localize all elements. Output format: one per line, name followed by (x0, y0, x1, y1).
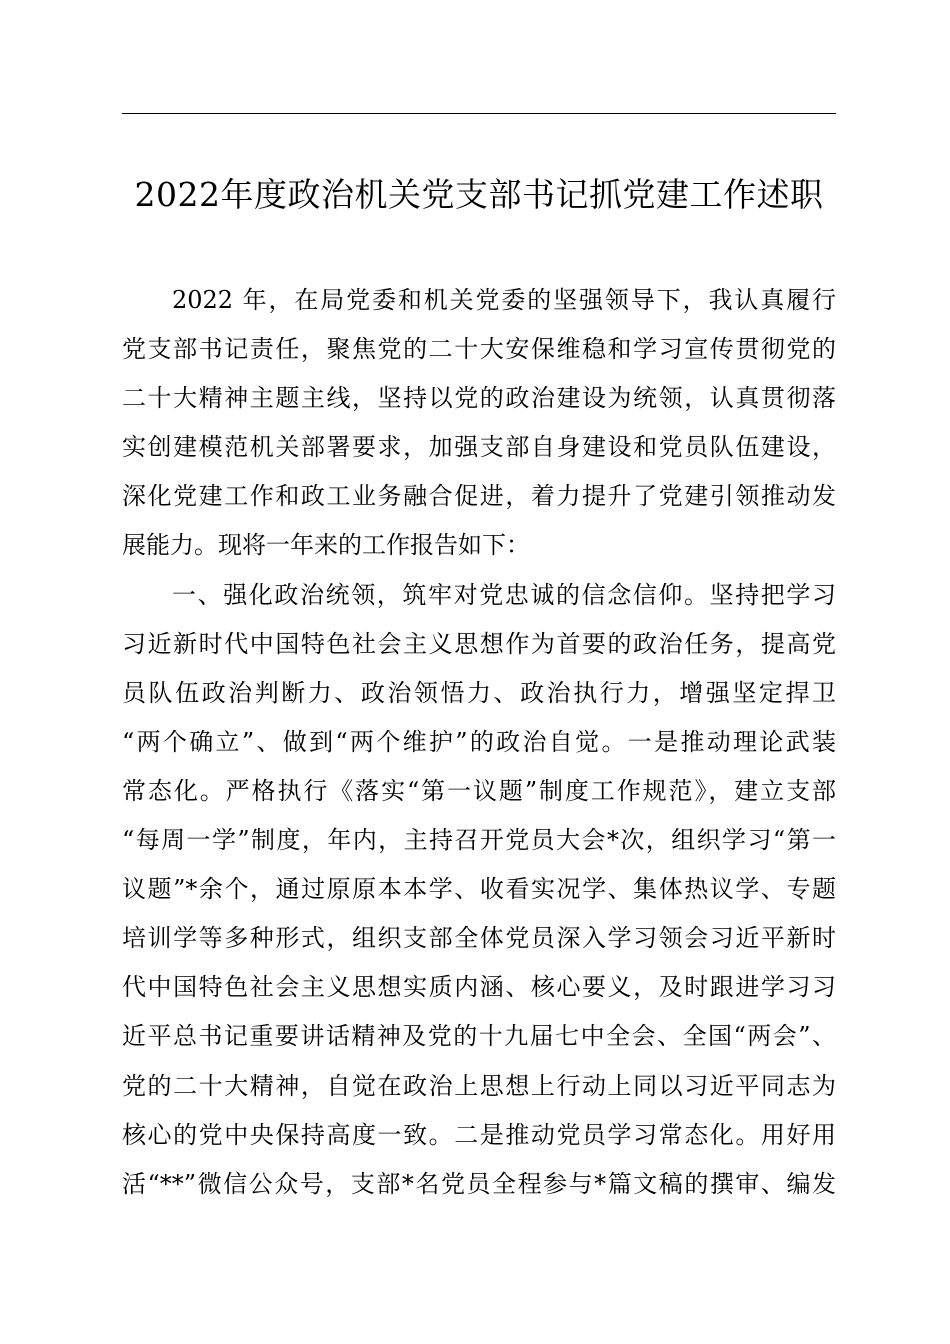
paragraph-line: 实创建模范机关部署要求，加强支部自身建设和党员队伍建设， (122, 433, 836, 462)
paragraph-line: 代中国特色社会主义思想实质内涵、核心要义，及时跟进学习习 (122, 973, 836, 1002)
paragraph-line: 深化党建工作和政工业务融合促进，着力提升了党建引领推动发 (122, 482, 836, 511)
paragraph-line: 核心的党中央保持高度一致。二是推动党员学习常态化。用好用 (122, 1120, 836, 1149)
paragraph-line: 习近新时代中国特色社会主义思想作为首要的政治任务，提高党 (122, 629, 836, 658)
document-body (122, 276, 836, 1209)
paragraph-line: 党支部书记责任，聚焦党的二十大安保维稳和学习宣传贯彻党的 (122, 335, 836, 364)
paragraph-line: 活“**”微信公众号，支部*名党员全程参与*篇文稿的撰审、编发 (122, 1169, 836, 1198)
header-rule (122, 113, 836, 114)
intro-paragraph (122, 276, 836, 571)
paragraph-line: 一、强化政治统领，筑牢对党忠诚的信念信仰。坚持把学习 (172, 580, 836, 609)
section-1-paragraph (122, 571, 836, 1209)
paragraph-line: 员队伍政治判断力、政治领悟力、政治执行力，增强坚定捍卫 (122, 678, 836, 707)
paragraph-line: “两个确立”、做到“两个维护”的政治自觉。一是推动理论武装 (122, 727, 836, 756)
paragraph-line: 2022 年，在局党委和机关党委的坚强领导下，我认真履行 (172, 286, 836, 314)
paragraph-line: 展能力。现将一年来的工作报告如下： (122, 531, 530, 560)
paragraph-line: 近平总书记重要讲话精神及党的十九届七中全会、全国“两会”、 (122, 1022, 836, 1051)
paragraph-line: “每周一学”制度，年内，主持召开党员大会*次，组织学习“第一 (122, 826, 836, 855)
document-title: 2022年度政治机关党支部书记抓党建工作述职 (134, 175, 824, 214)
paragraph-line: 培训学等多种形式，组织支部全体党员深入学习领会习近平新时 (122, 924, 836, 953)
paragraph-line: 议题”*余个，通过原原本本学、收看实况学、集体热议学、专题 (122, 875, 836, 904)
paragraph-line: 常态化。严格执行《落实“第一议题”制度工作规范》，建立支部 (122, 776, 836, 805)
paragraph-line: 党的二十大精神，自觉在政治上思想上行动上同以习近平同志为 (122, 1071, 836, 1100)
paragraph-line: 二十大精神主题主线，坚持以党的政治建设为统领，认真贯彻落 (122, 384, 836, 413)
